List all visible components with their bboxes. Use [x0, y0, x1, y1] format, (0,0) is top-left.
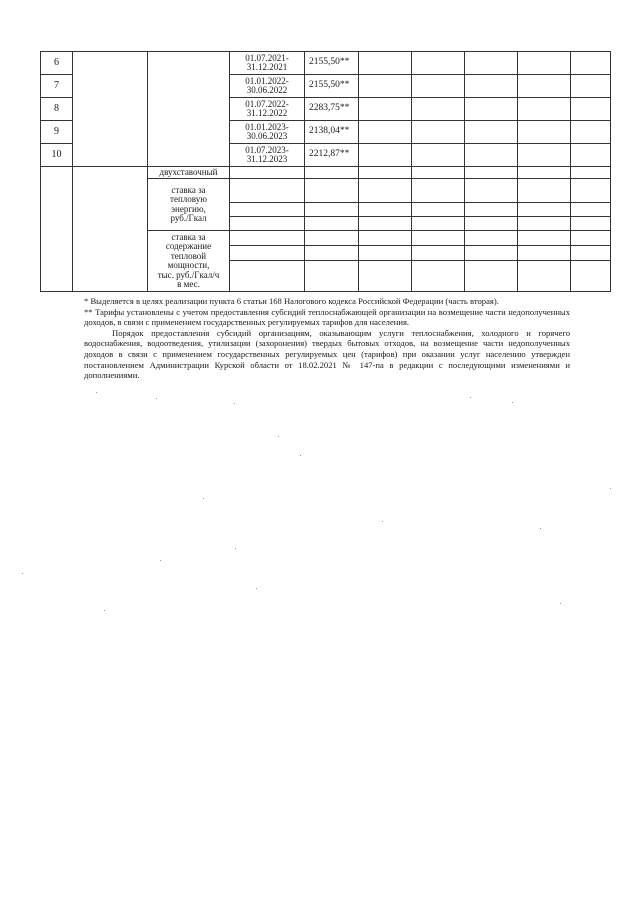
- table-row: [41, 167, 611, 179]
- tariff-value: 2212,87**: [305, 144, 359, 167]
- tariff-value: 2138,04**: [305, 121, 359, 144]
- tariff-value: 2155,50**: [305, 52, 359, 75]
- subsidy-procedure-paragraph: Порядок предоставления субсидий организациям, оказывающим услуги теплоснабжения, холодного и горячего водоснабжения, водоотведения, утилизации (захоронения) твердых бытовых отходов, на возмещение части недополученных доходов в связи с применением государственных регулируемых цен (тарифов) при оказании услуг населению утвержден постановлением Администрации Курской области от 18.02.2021 № 147-па в редакции с последующими изменениями и дополнениями.: [84, 327, 570, 381]
- row-number: 10: [41, 144, 73, 167]
- tariff-value: 2283,75**: [305, 98, 359, 121]
- period-cell: 01.01.2022- 30.06.2022: [230, 75, 305, 98]
- tariff-value: 2155,50**: [305, 75, 359, 98]
- empty-cell: [41, 167, 73, 292]
- period-cell: 01.07.2022- 31.12.2022: [230, 98, 305, 121]
- empty-cell: [73, 52, 148, 167]
- footnote-subsidy: ** Тарифы установлены с учетом предоставления субсидий теплоснабжающей организации на возмещение части недополученных доходов, в связи с применением государственных регулируемых тарифов для населения.: [84, 306, 570, 328]
- capacity-rate-label: ставка за содержание тепловой мощности, тыс. руб./Гкал/ч в мес.: [148, 231, 230, 292]
- period-cell: 01.01.2023- 30.06.2023: [230, 121, 305, 144]
- energy-rate-label: ставка за тепловую энергию, руб./Гкал: [148, 179, 230, 231]
- row-number: 9: [41, 121, 73, 144]
- row-number: 7: [41, 75, 73, 98]
- notes-block: [84, 296, 570, 381]
- table-row: [41, 52, 611, 75]
- period-cell: 01.07.2021- 31.12.2021: [230, 52, 305, 75]
- row-number: 8: [41, 98, 73, 121]
- two-part-label: двухставочный: [148, 167, 230, 179]
- period-cell: 01.07.2023- 31.12.2023: [230, 144, 305, 167]
- row-number: 6: [41, 52, 73, 75]
- empty-cell: [73, 167, 148, 292]
- tariff-table: [40, 51, 611, 292]
- empty-cell: [148, 52, 230, 167]
- footnote-vat: * Выделяется в целях реализации пункта 6 статьи 168 Налогового кодекса Российской Федерации (часть вторая).: [84, 296, 499, 306]
